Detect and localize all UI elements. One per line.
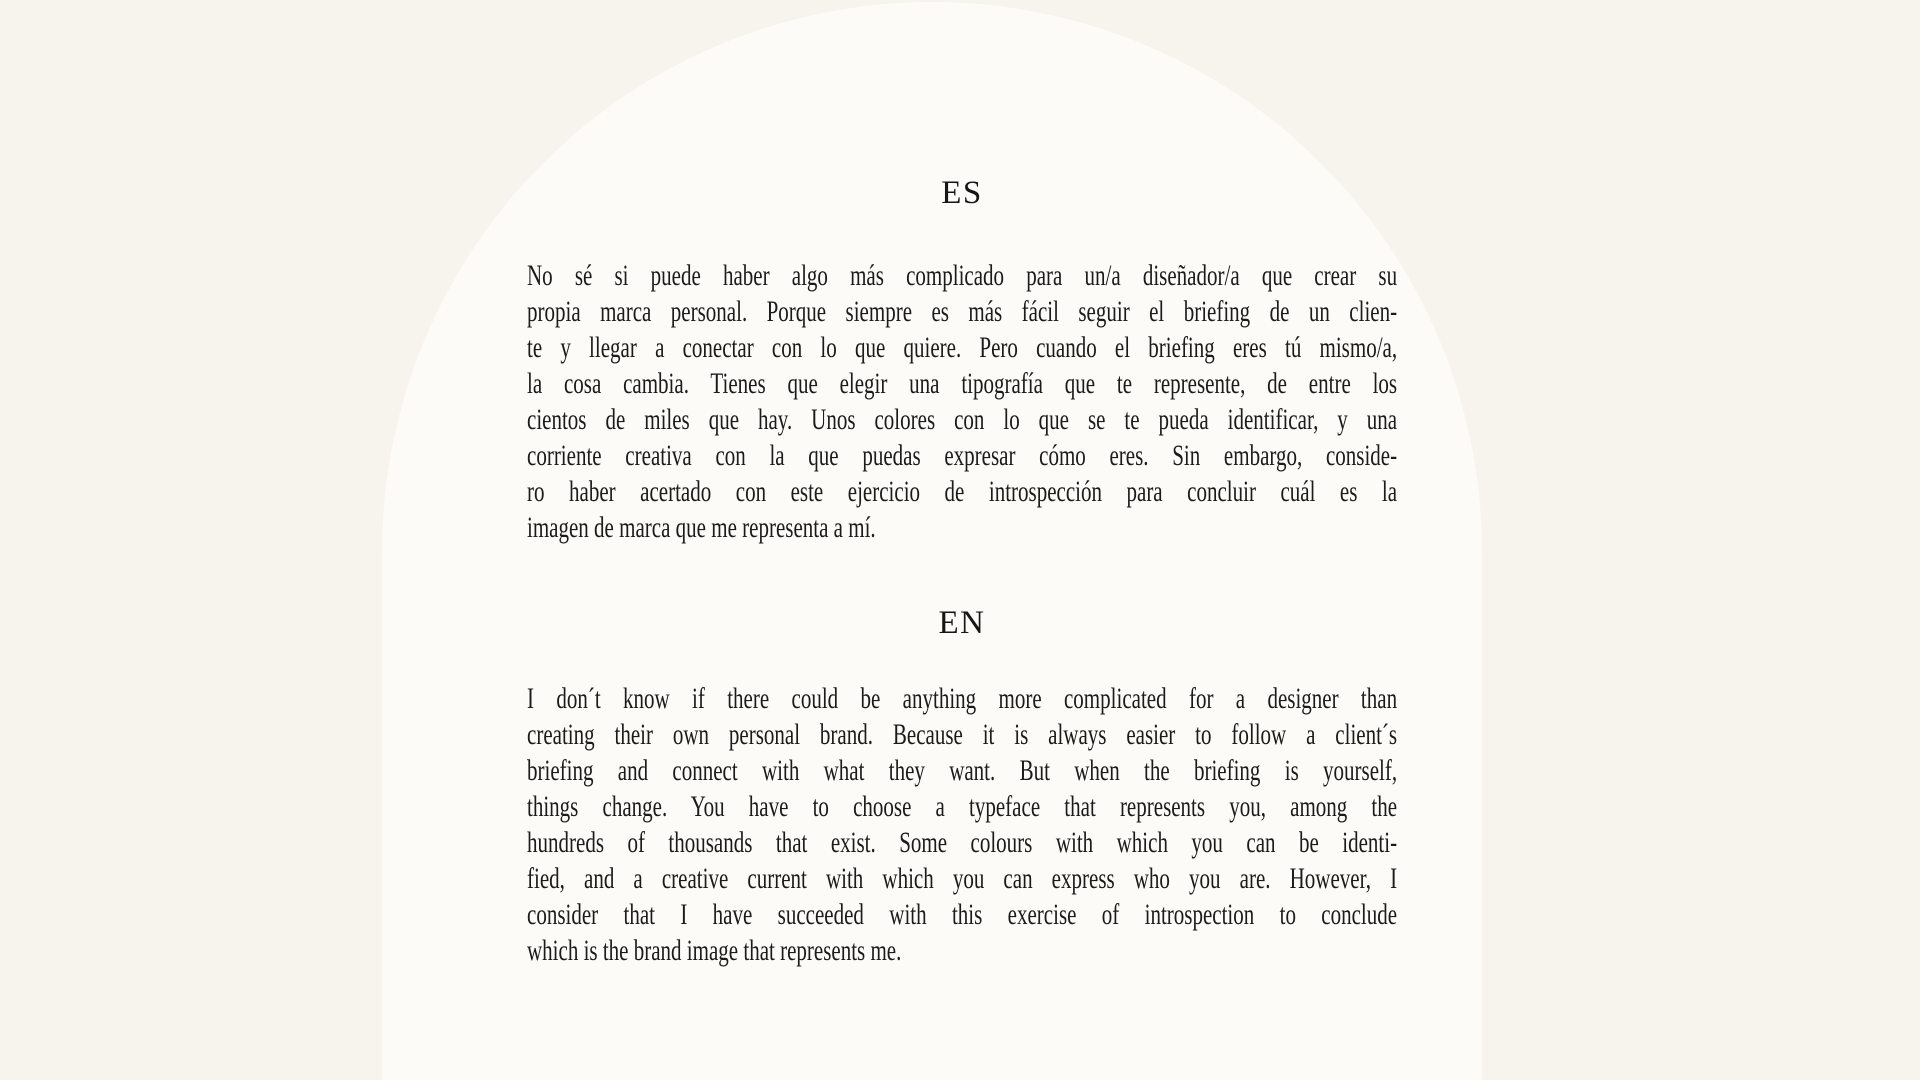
text-line: imagen de marca que me representa a mí. xyxy=(527,511,876,544)
english-paragraph xyxy=(527,681,1397,969)
text-line: cientos de miles que hay. Unos colores con lo que se te pueda identificar, y una xyxy=(527,403,1398,436)
text-line: which is the brand image that represents me. xyxy=(527,934,902,967)
text-line: te y llegar a conectar con lo que quiere. Pero cuando el briefing eres tú mismo/a, xyxy=(527,331,1398,364)
text-line: things change. You have to choose a typeface that represents you, among the xyxy=(527,790,1398,823)
text-line: I don´t know if there could be anything more complicated for a designer than xyxy=(527,682,1398,715)
text-line: consider that I have succeeded with this exercise of introspection to conclude xyxy=(527,898,1398,931)
text-line: hundreds of thousands that exist. Some colours with which you can be identi- xyxy=(527,826,1398,859)
text-line: fied, and a creative current with which you can express who you are. However, I xyxy=(527,862,1398,895)
text-line: corriente creativa con la que puedas expresar cómo eres. Sin embargo, conside- xyxy=(527,439,1398,472)
text-line: propia marca personal. Porque siempre es más fácil seguir el briefing de un clien- xyxy=(527,295,1398,328)
text-line: creating their own personal brand. Because it is always easier to follow a client´s xyxy=(527,718,1398,751)
text-line: la cosa cambia. Tienes que elegir una tipografía que te represente, de entre los xyxy=(527,367,1398,400)
spanish-paragraph xyxy=(527,258,1397,546)
text-line: ro haber acertado con este ejercicio de introspección para concluir cuál es la xyxy=(527,475,1398,508)
spanish-section-heading: ES xyxy=(941,175,983,211)
text-line: No sé si puede haber algo más complicado para un/a diseñador/a que crear su xyxy=(527,259,1398,292)
english-section-heading: EN xyxy=(938,605,986,641)
text-line: briefing and connect with what they want. But when the briefing is yourself, xyxy=(527,754,1398,787)
